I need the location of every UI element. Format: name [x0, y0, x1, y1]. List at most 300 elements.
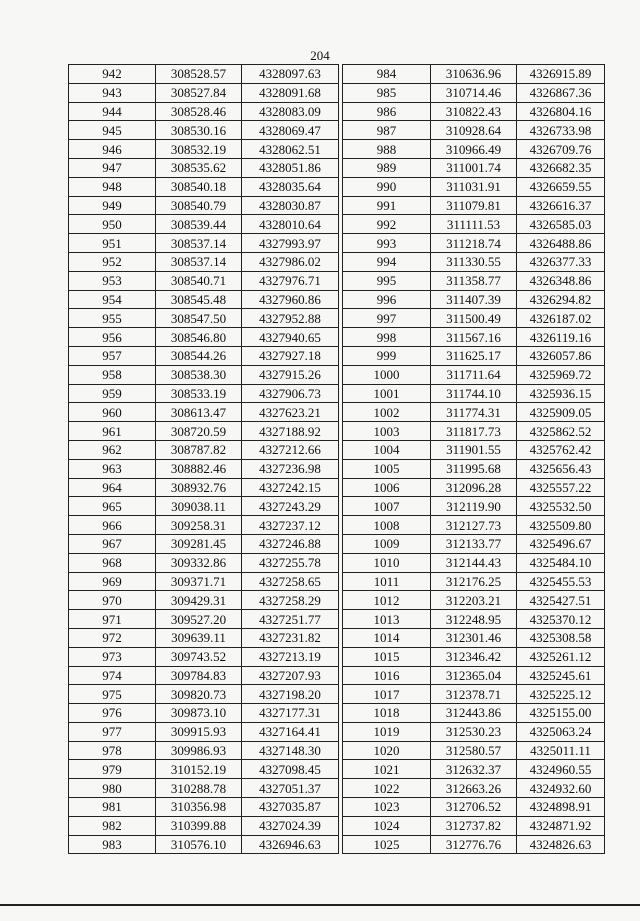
table-row: [343, 252, 605, 271]
table-row: [343, 309, 605, 328]
y-coordinate-cell: 4327051.37: [242, 779, 339, 798]
table-row: [343, 196, 605, 215]
x-coordinate-cell: 308547.50: [156, 309, 242, 328]
table-row: [69, 83, 339, 102]
x-coordinate-cell: 311001.74: [431, 158, 517, 177]
point-number-cell: 982: [69, 816, 156, 835]
point-number-cell: 951: [69, 234, 156, 253]
x-coordinate-cell: 310288.78: [156, 779, 242, 798]
point-number-cell: 977: [69, 722, 156, 741]
y-coordinate-cell: 4326377.33: [517, 252, 605, 271]
table-row: [69, 497, 339, 516]
table-row: [343, 346, 605, 365]
x-coordinate-cell: 310399.88: [156, 816, 242, 835]
x-coordinate-cell: 311407.39: [431, 290, 517, 309]
coordinate-table-left-body: [69, 65, 339, 854]
table-row: [343, 741, 605, 760]
x-coordinate-cell: 312530.23: [431, 722, 517, 741]
point-number-cell: 1023: [343, 798, 431, 817]
x-coordinate-cell: 308533.19: [156, 384, 242, 403]
y-coordinate-cell: 4326915.89: [517, 65, 605, 84]
table-row: [69, 704, 339, 723]
y-coordinate-cell: 4327927.18: [242, 346, 339, 365]
x-coordinate-cell: 309371.71: [156, 572, 242, 591]
table-row: [343, 760, 605, 779]
point-number-cell: 954: [69, 290, 156, 309]
x-coordinate-cell: 310714.46: [431, 83, 517, 102]
y-coordinate-cell: 4328069.47: [242, 121, 339, 140]
y-coordinate-cell: 4327906.73: [242, 384, 339, 403]
x-coordinate-cell: 309743.52: [156, 647, 242, 666]
coordinate-table-right-body: [343, 65, 605, 854]
x-coordinate-cell: 312119.90: [431, 497, 517, 516]
point-number-cell: 1015: [343, 647, 431, 666]
x-coordinate-cell: 311079.81: [431, 196, 517, 215]
x-coordinate-cell: 308540.71: [156, 271, 242, 290]
y-coordinate-cell: 4328097.63: [242, 65, 339, 84]
point-number-cell: 970: [69, 591, 156, 610]
table-row: [343, 553, 605, 572]
y-coordinate-cell: 4325155.00: [517, 704, 605, 723]
point-number-cell: 964: [69, 478, 156, 497]
x-coordinate-cell: 312706.52: [431, 798, 517, 817]
table-row: [69, 215, 339, 234]
coordinate-table-left: [68, 64, 339, 854]
table-row: [69, 121, 339, 140]
point-number-cell: 1020: [343, 741, 431, 760]
y-coordinate-cell: 4327258.65: [242, 572, 339, 591]
x-coordinate-cell: 312346.42: [431, 647, 517, 666]
point-number-cell: 963: [69, 459, 156, 478]
y-coordinate-cell: 4327952.88: [242, 309, 339, 328]
y-coordinate-cell: 4326804.16: [517, 102, 605, 121]
point-number-cell: 949: [69, 196, 156, 215]
x-coordinate-cell: 311500.49: [431, 309, 517, 328]
y-coordinate-cell: 4326187.02: [517, 309, 605, 328]
table-row: [343, 83, 605, 102]
y-coordinate-cell: 4327231.82: [242, 628, 339, 647]
y-coordinate-cell: 4327915.26: [242, 365, 339, 384]
x-coordinate-cell: 309820.73: [156, 685, 242, 704]
y-coordinate-cell: 4327164.41: [242, 722, 339, 741]
table-row: [69, 779, 339, 798]
table-row: [69, 666, 339, 685]
table-row: [69, 816, 339, 835]
x-coordinate-cell: 311774.31: [431, 403, 517, 422]
point-number-cell: 1014: [343, 628, 431, 647]
y-coordinate-cell: 4327207.93: [242, 666, 339, 685]
y-coordinate-cell: 4325063.24: [517, 722, 605, 741]
point-number-cell: 956: [69, 328, 156, 347]
y-coordinate-cell: 4327623.21: [242, 403, 339, 422]
point-number-cell: 1019: [343, 722, 431, 741]
y-coordinate-cell: 4327177.31: [242, 704, 339, 723]
point-number-cell: 1017: [343, 685, 431, 704]
point-number-cell: 947: [69, 158, 156, 177]
table-row: [343, 459, 605, 478]
page-bottom-rule: [0, 904, 640, 906]
point-number-cell: 976: [69, 704, 156, 723]
table-row: [69, 534, 339, 553]
y-coordinate-cell: 4327246.88: [242, 534, 339, 553]
table-row: [343, 365, 605, 384]
point-number-cell: 1013: [343, 610, 431, 629]
table-row: [69, 140, 339, 159]
x-coordinate-cell: 312203.21: [431, 591, 517, 610]
x-coordinate-cell: 308544.26: [156, 346, 242, 365]
x-coordinate-cell: 309281.45: [156, 534, 242, 553]
x-coordinate-cell: 311111.53: [431, 215, 517, 234]
x-coordinate-cell: 312580.57: [431, 741, 517, 760]
x-coordinate-cell: 308528.57: [156, 65, 242, 84]
point-number-cell: 950: [69, 215, 156, 234]
x-coordinate-cell: 309038.11: [156, 497, 242, 516]
y-coordinate-cell: 4327198.20: [242, 685, 339, 704]
y-coordinate-cell: 4328035.64: [242, 177, 339, 196]
point-number-cell: 1011: [343, 572, 431, 591]
x-coordinate-cell: 312365.04: [431, 666, 517, 685]
x-coordinate-cell: 312663.26: [431, 779, 517, 798]
table-row: [343, 591, 605, 610]
y-coordinate-cell: 4325936.15: [517, 384, 605, 403]
point-number-cell: 971: [69, 610, 156, 629]
point-number-cell: 1007: [343, 497, 431, 516]
point-number-cell: 1018: [343, 704, 431, 723]
table-row: [69, 384, 339, 403]
y-coordinate-cell: 4326867.36: [517, 83, 605, 102]
x-coordinate-cell: 312096.28: [431, 478, 517, 497]
point-number-cell: 959: [69, 384, 156, 403]
table-row: [69, 440, 339, 459]
x-coordinate-cell: 310576.10: [156, 835, 242, 854]
x-coordinate-cell: 308537.14: [156, 252, 242, 271]
point-number-cell: 1005: [343, 459, 431, 478]
table-row: [343, 328, 605, 347]
x-coordinate-cell: 311995.68: [431, 459, 517, 478]
table-row: [69, 102, 339, 121]
table-row: [343, 610, 605, 629]
y-coordinate-cell: 4325532.50: [517, 497, 605, 516]
table-row: [343, 215, 605, 234]
point-number-cell: 965: [69, 497, 156, 516]
table-row: [343, 704, 605, 723]
y-coordinate-cell: 4325308.58: [517, 628, 605, 647]
x-coordinate-cell: 309429.31: [156, 591, 242, 610]
table-row: [69, 234, 339, 253]
y-coordinate-cell: 4326946.63: [242, 835, 339, 854]
table-row: [69, 553, 339, 572]
x-coordinate-cell: 309332.86: [156, 553, 242, 572]
table-row: [343, 779, 605, 798]
table-row: [343, 497, 605, 516]
table-row: [343, 440, 605, 459]
table-row: [69, 403, 339, 422]
point-number-cell: 986: [343, 102, 431, 121]
table-row: [343, 65, 605, 84]
point-number-cell: 945: [69, 121, 156, 140]
x-coordinate-cell: 308530.16: [156, 121, 242, 140]
table-row: [343, 422, 605, 441]
y-coordinate-cell: 4325484.10: [517, 553, 605, 572]
table-row: [343, 478, 605, 497]
point-number-cell: 957: [69, 346, 156, 365]
y-coordinate-cell: 4328083.09: [242, 102, 339, 121]
y-coordinate-cell: 4326057.86: [517, 346, 605, 365]
table-row: [343, 121, 605, 140]
y-coordinate-cell: 4327986.02: [242, 252, 339, 271]
y-coordinate-cell: 4325509.80: [517, 516, 605, 535]
x-coordinate-cell: 312133.77: [431, 534, 517, 553]
point-number-cell: 943: [69, 83, 156, 102]
x-coordinate-cell: 308527.84: [156, 83, 242, 102]
y-coordinate-cell: 4324898.91: [517, 798, 605, 817]
point-number-cell: 960: [69, 403, 156, 422]
point-number-cell: 1003: [343, 422, 431, 441]
x-coordinate-cell: 308538.30: [156, 365, 242, 384]
table-row: [343, 234, 605, 253]
point-number-cell: 958: [69, 365, 156, 384]
y-coordinate-cell: 4326659.55: [517, 177, 605, 196]
point-number-cell: 1004: [343, 440, 431, 459]
table-row: [343, 835, 605, 854]
point-number-cell: 1010: [343, 553, 431, 572]
table-row: [69, 760, 339, 779]
y-coordinate-cell: 4328091.68: [242, 83, 339, 102]
table-row: [69, 422, 339, 441]
table-row: [343, 816, 605, 835]
y-coordinate-cell: 4327242.15: [242, 478, 339, 497]
coordinate-table-right: [342, 64, 605, 854]
x-coordinate-cell: 311218.74: [431, 234, 517, 253]
x-coordinate-cell: 308535.62: [156, 158, 242, 177]
y-coordinate-cell: 4325862.52: [517, 422, 605, 441]
x-coordinate-cell: 309639.11: [156, 628, 242, 647]
table-row: [343, 516, 605, 535]
table-row: [69, 647, 339, 666]
table-row: [343, 685, 605, 704]
point-number-cell: 955: [69, 309, 156, 328]
y-coordinate-cell: 4325656.43: [517, 459, 605, 478]
y-coordinate-cell: 4327188.92: [242, 422, 339, 441]
table-row: [343, 534, 605, 553]
x-coordinate-cell: 310152.19: [156, 760, 242, 779]
x-coordinate-cell: 310966.49: [431, 140, 517, 159]
x-coordinate-cell: 309986.93: [156, 741, 242, 760]
table-row: [69, 459, 339, 478]
y-coordinate-cell: 4325225.12: [517, 685, 605, 704]
x-coordinate-cell: 312443.86: [431, 704, 517, 723]
y-coordinate-cell: 4325762.42: [517, 440, 605, 459]
y-coordinate-cell: 4327212.66: [242, 440, 339, 459]
table-row: [343, 158, 605, 177]
y-coordinate-cell: 4325261.12: [517, 647, 605, 666]
y-coordinate-cell: 4327993.97: [242, 234, 339, 253]
point-number-cell: 942: [69, 65, 156, 84]
point-number-cell: 966: [69, 516, 156, 535]
y-coordinate-cell: 4325011.11: [517, 741, 605, 760]
x-coordinate-cell: 309258.31: [156, 516, 242, 535]
y-coordinate-cell: 4326119.16: [517, 328, 605, 347]
x-coordinate-cell: 308537.14: [156, 234, 242, 253]
x-coordinate-cell: 309873.10: [156, 704, 242, 723]
x-coordinate-cell: 312248.95: [431, 610, 517, 629]
x-coordinate-cell: 312176.25: [431, 572, 517, 591]
y-coordinate-cell: 4327098.45: [242, 760, 339, 779]
y-coordinate-cell: 4325496.67: [517, 534, 605, 553]
x-coordinate-cell: 311744.10: [431, 384, 517, 403]
point-number-cell: 1001: [343, 384, 431, 403]
point-number-cell: 974: [69, 666, 156, 685]
point-number-cell: 993: [343, 234, 431, 253]
y-coordinate-cell: 4326585.03: [517, 215, 605, 234]
table-row: [69, 365, 339, 384]
point-number-cell: 981: [69, 798, 156, 817]
point-number-cell: 983: [69, 835, 156, 854]
point-number-cell: 1002: [343, 403, 431, 422]
point-number-cell: 952: [69, 252, 156, 271]
y-coordinate-cell: 4327237.12: [242, 516, 339, 535]
y-coordinate-cell: 4326682.35: [517, 158, 605, 177]
y-coordinate-cell: 4325455.53: [517, 572, 605, 591]
y-coordinate-cell: 4328030.87: [242, 196, 339, 215]
x-coordinate-cell: 312301.46: [431, 628, 517, 647]
x-coordinate-cell: 309784.83: [156, 666, 242, 685]
table-row: [69, 798, 339, 817]
table-row: [69, 65, 339, 84]
x-coordinate-cell: 310356.98: [156, 798, 242, 817]
x-coordinate-cell: 309915.93: [156, 722, 242, 741]
table-row: [69, 478, 339, 497]
x-coordinate-cell: 308546.80: [156, 328, 242, 347]
y-coordinate-cell: 4327213.19: [242, 647, 339, 666]
point-number-cell: 969: [69, 572, 156, 591]
point-number-cell: 953: [69, 271, 156, 290]
point-number-cell: 980: [69, 779, 156, 798]
table-row: [69, 252, 339, 271]
table-row: [69, 196, 339, 215]
point-number-cell: 991: [343, 196, 431, 215]
table-row: [69, 328, 339, 347]
x-coordinate-cell: 311625.17: [431, 346, 517, 365]
y-coordinate-cell: 4327251.77: [242, 610, 339, 629]
y-coordinate-cell: 4325370.12: [517, 610, 605, 629]
x-coordinate-cell: 308539.44: [156, 215, 242, 234]
x-coordinate-cell: 312144.43: [431, 553, 517, 572]
x-coordinate-cell: 309527.20: [156, 610, 242, 629]
point-number-cell: 973: [69, 647, 156, 666]
point-number-cell: 1000: [343, 365, 431, 384]
x-coordinate-cell: 312632.37: [431, 760, 517, 779]
y-coordinate-cell: 4327236.98: [242, 459, 339, 478]
x-coordinate-cell: 308613.47: [156, 403, 242, 422]
y-coordinate-cell: 4327035.87: [242, 798, 339, 817]
point-number-cell: 995: [343, 271, 431, 290]
y-coordinate-cell: 4327148.30: [242, 741, 339, 760]
x-coordinate-cell: 311358.77: [431, 271, 517, 290]
point-number-cell: 1022: [343, 779, 431, 798]
x-coordinate-cell: 312378.71: [431, 685, 517, 704]
point-number-cell: 1008: [343, 516, 431, 535]
point-number-cell: 987: [343, 121, 431, 140]
table-row: [343, 102, 605, 121]
point-number-cell: 1024: [343, 816, 431, 835]
table-row: [343, 628, 605, 647]
point-number-cell: 968: [69, 553, 156, 572]
point-number-cell: 1009: [343, 534, 431, 553]
y-coordinate-cell: 4324932.60: [517, 779, 605, 798]
y-coordinate-cell: 4326733.98: [517, 121, 605, 140]
page-number: 204: [310, 48, 330, 63]
x-coordinate-cell: 308787.82: [156, 440, 242, 459]
y-coordinate-cell: 4328010.64: [242, 215, 339, 234]
point-number-cell: 999: [343, 346, 431, 365]
x-coordinate-cell: 308528.46: [156, 102, 242, 121]
table-row: [343, 572, 605, 591]
y-coordinate-cell: 4327258.29: [242, 591, 339, 610]
x-coordinate-cell: 311901.55: [431, 440, 517, 459]
point-number-cell: 961: [69, 422, 156, 441]
x-coordinate-cell: 311817.73: [431, 422, 517, 441]
point-number-cell: 944: [69, 102, 156, 121]
y-coordinate-cell: 4324871.92: [517, 816, 605, 835]
point-number-cell: 996: [343, 290, 431, 309]
y-coordinate-cell: 4324826.63: [517, 835, 605, 854]
table-row: [343, 177, 605, 196]
y-coordinate-cell: 4327960.86: [242, 290, 339, 309]
x-coordinate-cell: 308882.46: [156, 459, 242, 478]
table-row: [343, 140, 605, 159]
point-number-cell: 1016: [343, 666, 431, 685]
y-coordinate-cell: 4328051.86: [242, 158, 339, 177]
point-number-cell: 1025: [343, 835, 431, 854]
table-row: [69, 309, 339, 328]
y-coordinate-cell: 4326709.76: [517, 140, 605, 159]
x-coordinate-cell: 310928.64: [431, 121, 517, 140]
y-coordinate-cell: 4325245.61: [517, 666, 605, 685]
x-coordinate-cell: 308540.79: [156, 196, 242, 215]
table-row: [343, 722, 605, 741]
x-coordinate-cell: 311711.64: [431, 365, 517, 384]
y-coordinate-cell: 4326348.86: [517, 271, 605, 290]
y-coordinate-cell: 4326488.86: [517, 234, 605, 253]
point-number-cell: 998: [343, 328, 431, 347]
point-number-cell: 997: [343, 309, 431, 328]
point-number-cell: 972: [69, 628, 156, 647]
point-number-cell: 988: [343, 140, 431, 159]
table-row: [69, 835, 339, 854]
x-coordinate-cell: 308545.48: [156, 290, 242, 309]
y-coordinate-cell: 4328062.51: [242, 140, 339, 159]
y-coordinate-cell: 4325969.72: [517, 365, 605, 384]
y-coordinate-cell: 4327940.65: [242, 328, 339, 347]
table-row: [343, 403, 605, 422]
table-row: [69, 290, 339, 309]
y-coordinate-cell: 4327976.71: [242, 271, 339, 290]
point-number-cell: 994: [343, 252, 431, 271]
point-number-cell: 992: [343, 215, 431, 234]
y-coordinate-cell: 4326616.37: [517, 196, 605, 215]
point-number-cell: 1021: [343, 760, 431, 779]
x-coordinate-cell: 311567.16: [431, 328, 517, 347]
point-number-cell: 967: [69, 534, 156, 553]
y-coordinate-cell: 4327255.78: [242, 553, 339, 572]
table-row: [69, 741, 339, 760]
table-row: [69, 722, 339, 741]
point-number-cell: 985: [343, 83, 431, 102]
point-number-cell: 984: [343, 65, 431, 84]
table-row: [69, 610, 339, 629]
table-row: [343, 384, 605, 403]
